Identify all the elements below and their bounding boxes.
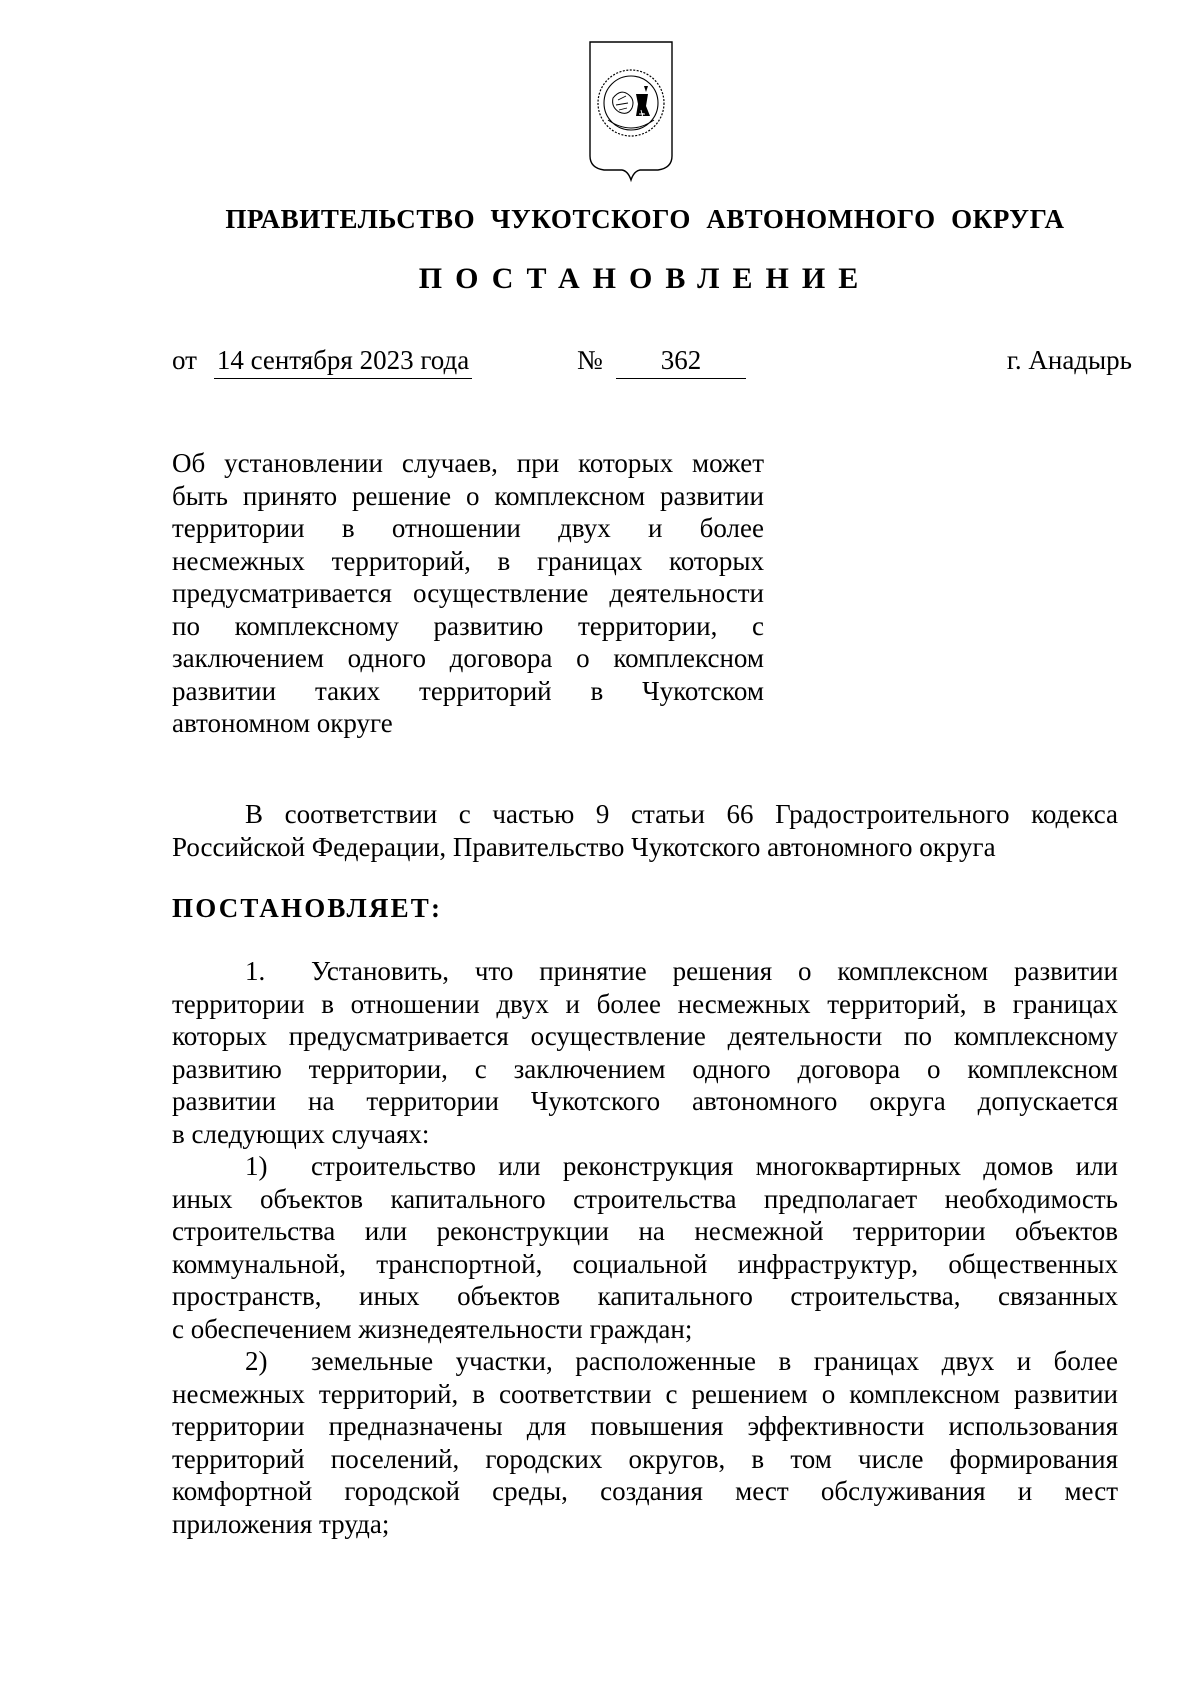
item-text-line: земельные участки, расположенные в границах двух и более (311, 1346, 1118, 1376)
subject-line: по комплексному развитию территории, с (172, 610, 764, 641)
document-number: 362 (616, 345, 746, 379)
item-text-line: территории в отношении двух и более несмежных территорий, в границах (172, 988, 1118, 1019)
item-text-line: в следующих случаях: (172, 1118, 430, 1149)
item-text-line: строительство или реконструкция многоквартирных домов или (311, 1151, 1118, 1181)
date-prefix-label: от (172, 345, 197, 375)
subject-line: Об установлении случаев, при которых может (172, 448, 764, 478)
item-text-line: приложения труда; (172, 1508, 390, 1539)
item-number: 1. (245, 956, 266, 986)
item-text-line: иных объектов капитального строительства предполагает необходимость (172, 1183, 1118, 1214)
item-text-line: Установить, что принятие решения о комплексном развитии (311, 956, 1118, 986)
subject-line: развитии таких территорий в Чукотском (172, 675, 764, 706)
government-title: ПРАВИТЕЛЬСТВО ЧУКОТСКОГО АВТОНОМНОГО ОКРУГА (225, 204, 1065, 234)
item-text-line: развитию территории, с заключением одного договора о комплексном (172, 1053, 1118, 1084)
subject-line: территории в отношении двух и более (172, 513, 764, 543)
resolution-item-1 (172, 955, 1118, 1150)
document-meta-row (172, 345, 1132, 385)
number-sign-label: № (577, 345, 603, 375)
document-subject (172, 447, 764, 740)
resolves-heading: ПОСТАНОВЛЯЕТ: (172, 893, 443, 923)
subject-line: заключением одного договора о комплексном (172, 643, 764, 673)
subitem-2 (172, 1345, 1118, 1540)
document-type-heading: ПОСТАНОВЛЕНИЕ (418, 262, 872, 295)
item-text-line: с обеспечением жизнедеятельности граждан; (172, 1313, 693, 1344)
subject-line: быть принято решение о комплексном развитии (172, 480, 764, 511)
item-text-line: развитии на территории Чукотского автономного округа допускается (172, 1086, 1118, 1116)
issue-city: г. Анадырь (1006, 345, 1132, 375)
coat-of-arms-emblem (588, 40, 674, 190)
subitem-1 (172, 1150, 1118, 1345)
item-text-line: несмежных территорий, в соответствии с решением о комплексном развитии (172, 1378, 1118, 1409)
item-text-line: комфортной городской среды, создания мест обслуживания и мест (172, 1476, 1118, 1506)
item-text-line: строительства или реконструкции на несмежной территории объектов (172, 1216, 1118, 1246)
subject-line: предусматривается осуществление деятельности (172, 578, 764, 608)
item-text-line: которых предусматривается осуществление деятельности по комплексному (172, 1021, 1118, 1051)
item-text-line: территории предназначены для повышения эффективности использования (172, 1411, 1118, 1441)
subject-line: автономном округе (172, 708, 393, 738)
item-text-line: территорий поселений, городских округов, в том числе формирования (172, 1443, 1118, 1474)
document-date: 14 сентября 2023 года (214, 345, 472, 379)
item-text-line: коммунальной, транспортной, социальной инфраструктур, общественных (172, 1248, 1118, 1279)
subject-line: несмежных территорий, в границах которых (172, 545, 764, 576)
preamble-paragraph: В соответствии с частью 9 статьи 66 Градостроительного кодекса Российской Федерации, Правительство Чукотского автономного округа (172, 799, 1118, 862)
item-text-line: пространств, иных объектов капитального строительства, связанных (172, 1281, 1118, 1311)
subitem-number: 2) (245, 1346, 268, 1376)
subitem-number: 1) (245, 1151, 268, 1181)
